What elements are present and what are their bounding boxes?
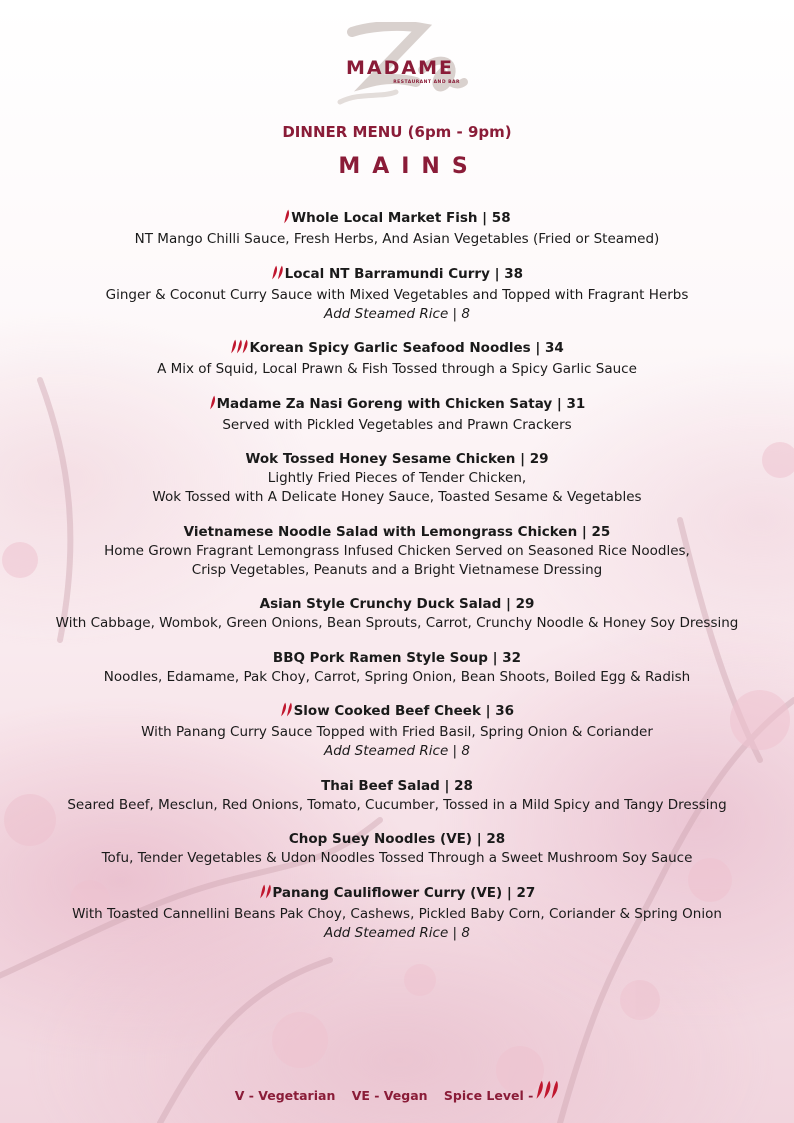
menu-item	[0, 884, 794, 943]
restaurant-logo	[330, 22, 480, 112]
menu-period: DINNER MENU (6pm - 9pm)	[282, 123, 512, 141]
menu-item-name-price: Panang Cauliflower Curry (VE) | 27	[272, 884, 536, 901]
menu-item-title	[0, 649, 794, 668]
menu-item-name-price: Madame Za Nasi Goreng with Chicken Satay | 31	[216, 395, 586, 412]
menu-item	[0, 595, 794, 633]
menu-item-addon: Add Steamed Rice | 8	[323, 305, 470, 322]
menu-item-title	[0, 595, 794, 614]
menu-item-description: NT Mango Chilli Sauce, Fresh Herbs, And Asian Vegetables (Fried or Steamed)	[134, 231, 660, 247]
menu-item	[0, 649, 794, 687]
menu-item-title	[0, 209, 794, 230]
menu-item-description: Lightly Fried Pieces of Tender Chicken,	[267, 470, 527, 486]
chili-icon	[535, 1088, 559, 1103]
chili-icon	[280, 702, 293, 723]
menu-item-title	[0, 265, 794, 286]
menu-item	[0, 395, 794, 435]
menu-item-title	[0, 830, 794, 849]
menu-item-description: Served with Pickled Vegetables and Prawn Crackers	[222, 416, 572, 433]
logo-wordmark: MADAME	[346, 57, 454, 79]
menu-item-title	[0, 884, 794, 905]
menu-item-title	[0, 395, 794, 416]
menu-item-description: Crisp Vegetables, Peanuts and a Bright Vietnamese Dressing	[191, 561, 603, 578]
menu-item	[0, 523, 794, 580]
menu-item-addon: Add Steamed Rice | 8	[323, 743, 470, 759]
menu-item-description: Wok Tossed with A Delicate Honey Sauce, Toasted Sesame & Vegetables	[152, 489, 642, 505]
menu-item	[0, 339, 794, 379]
menu-item-title	[0, 523, 794, 542]
menu-item	[0, 209, 794, 249]
legend-vegetarian: V - Vegetarian	[234, 1087, 336, 1103]
legend-spice-label: Spice Level -	[443, 1087, 534, 1103]
menu-item-title	[0, 777, 794, 796]
menu-item-title	[0, 339, 794, 360]
menu-item-name-price: Chop Suey Noodles (VE) | 28	[288, 831, 506, 847]
logo-subtitle: RESTAURANT AND BAR	[393, 80, 460, 85]
menu-item	[0, 265, 794, 324]
menu-item-name-price: Wok Tossed Honey Sesame Chicken | 29	[245, 451, 549, 467]
menu-item-title	[0, 702, 794, 723]
menu-item-description: Seared Beef, Mesclun, Red Onions, Tomato, Cucumber, Tossed in a Mild Spicy and Tangy Dressing	[67, 796, 727, 813]
menu-item-description: Home Grown Fragrant Lemongrass Infused Chicken Served on Seasoned Rice Noodles,	[104, 542, 690, 559]
menu-item-description: With Toasted Cannellini Beans Pak Choy, Cashews, Pickled Baby Corn, Coriander & Spring Onion	[72, 905, 722, 922]
menu-item-description: Tofu, Tender Vegetables & Udon Noodles Tossed Through a Sweet Mushroom Soy Sauce	[101, 850, 693, 866]
menu-item-addon: Add Steamed Rice | 8	[323, 924, 470, 941]
menu-item-description: Noodles, Edamame, Pak Choy, Carrot, Spring Onion, Bean Shoots, Boiled Egg & Radish	[103, 668, 691, 685]
menu-item-description: With Cabbage, Wombok, Green Onions, Bean Sprouts, Carrot, Crunchy Noodle & Honey Soy Dressing	[55, 615, 739, 631]
menu-legend	[0, 1080, 794, 1103]
menu-item-name-price: Thai Beef Salad | 28	[321, 777, 473, 794]
menu-item-name-price: Local NT Barramundi Curry | 38	[284, 265, 524, 282]
section-heading: MAINS	[338, 154, 480, 179]
menu-item-description: Ginger & Coconut Curry Sauce with Mixed Vegetables and Topped with Fragrant Herbs	[105, 286, 689, 303]
menu-item	[0, 450, 794, 507]
menu-items	[0, 209, 794, 958]
menu-item-name-price: Asian Style Crunchy Duck Salad | 29	[259, 596, 535, 612]
menu-item-name-price: Slow Cooked Beef Cheek | 36	[293, 703, 515, 719]
menu-item-name-price: Vietnamese Noodle Salad with Lemongrass Chicken | 25	[183, 523, 611, 540]
chili-icon	[209, 395, 216, 416]
legend-vegan: VE - Vegan	[351, 1087, 428, 1103]
chili-icon	[283, 209, 290, 230]
menu-item	[0, 702, 794, 761]
menu-item-description: With Panang Curry Sauce Topped with Fried Basil, Spring Onion & Coriander	[141, 724, 653, 740]
menu-item-title	[0, 450, 794, 469]
menu-item	[0, 777, 794, 815]
menu-item-description: A Mix of Squid, Local Prawn & Fish Tossed through a Spicy Garlic Sauce	[157, 361, 637, 377]
chili-icon	[271, 265, 284, 286]
menu-item-name-price: BBQ Pork Ramen Style Soup | 32	[272, 649, 522, 666]
menu-item-name-price: Korean Spicy Garlic Seafood Noodles | 34	[249, 340, 564, 356]
menu-item-name-price: Whole Local Market Fish | 58	[291, 210, 511, 226]
legend-spice	[444, 1088, 559, 1103]
chili-icon	[230, 339, 248, 360]
chili-icon	[259, 884, 272, 905]
menu-item	[0, 830, 794, 868]
